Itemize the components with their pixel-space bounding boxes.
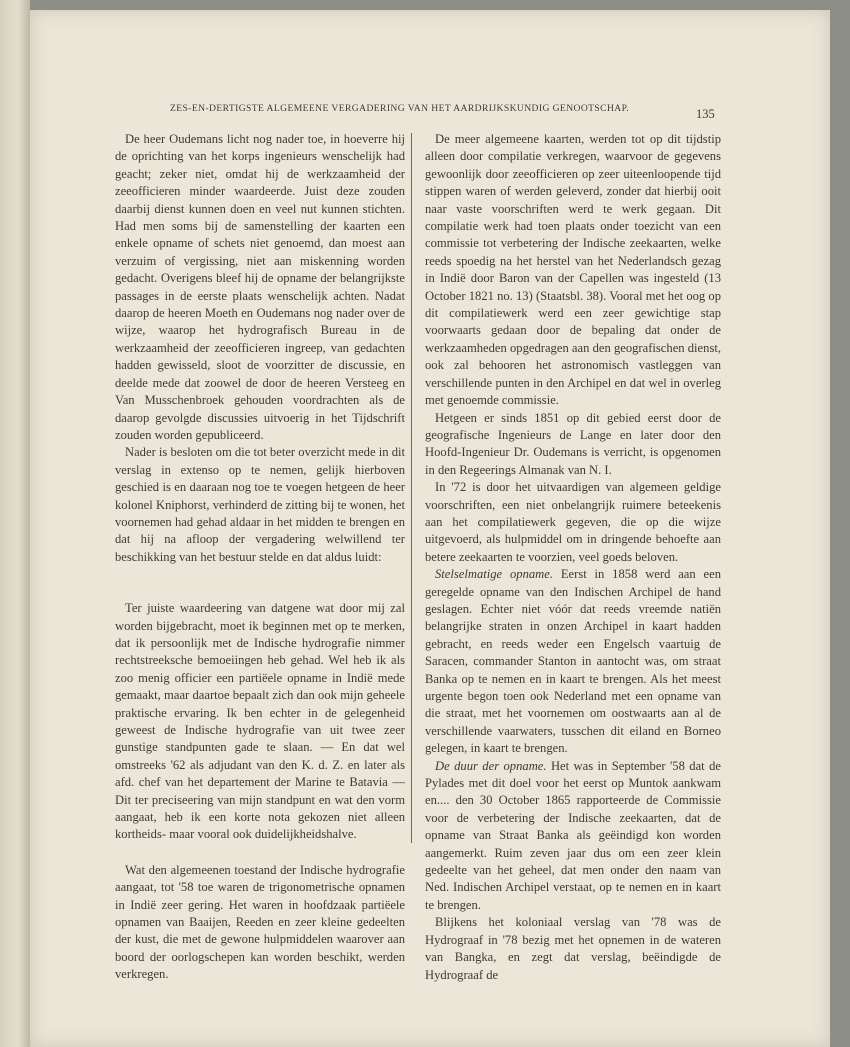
left-paragraph-2: Nader is besloten om die tot beter overzicht mede in dit verslag in extenso op te nemen, gelijk hierboven geschied is en daaraan nog toe te voegen hetgeen de heer kolonel Kniphorst, verhinderd de zitting bij te wonen, het voornemen had gehad aldaar in het midden te brengen en dat hij na afloop der vergadering welwillend ter beschikking van het bestuur stelde en dat aldus luidt: bbox=[115, 445, 405, 564]
left-paragraph-1: De heer Oudemans licht nog nader toe, in hoeverre hij de oprichting van het korps ingenieurs wenschelijk had geacht; zeker niet, omdat hij de werkzaamheid der zeeofficieren minder waardeerde. Juist deze zouden daarbij dienst kunnen doen en veel nut kunnen stichten. Had men soms bij de samenstelling der kaarten een enkele opname of schets niet genoemd, dan moest aan verzuim of vergissing, niet aan miskenning worden gedacht. Overigens bleef hij de opname der belangrijkste passages in de eerste plaats wenschelijk achten. Nadat daarop de heeren Moeth en Oudemans nog nader over de wijze, waarop het hydrografisch Bureau in de werkzaamheid der zeeofficieren ingreep, van gedachten hadden gewisseld, sloot de voorzitter de discussie, en deelde mede dat zoowel de door de heeren Versteeg en Van Musschenbroek gehouden voordrachten als de daarop gevolgde discussies uitvoerig in het Tijdschrift zouden worden gepubliceerd. bbox=[115, 132, 405, 442]
right-column bbox=[425, 131, 721, 984]
section-title-duur-der-opname: De duur der opname. bbox=[435, 758, 547, 773]
running-header: ZES-EN-DERTIGSTE ALGEMEENE VERGADERING VAN HET AARDRIJKSKUNDIG GENOOTSCHAP. bbox=[170, 103, 630, 114]
left-paragraph-4: Wat den algemeenen toestand der Indische hydrografie aangaat, tot '58 toe waren de trigonometrische opnamen in Indië zeer gering. Het waren in hoofdzaak partiëele opnamen van Baaijen, Reeden en zeer kleine gedeelten der kust, die met de gewone hulpmiddelen waarover aan boord der oorlogschepen kan worden beschikt, werden verkregen. bbox=[115, 862, 405, 982]
right-paragraph-1: De meer algemeene kaarten, werden tot op dit tijdstip alleen door compilatie verkregen, waarvoor de gegevens gewoonlijk door zeeofficieren op zeer uiteenloopende tijd stippen waren of werden geleverd, zonder dat hierbij ooit naar vaste voorschriften werd te werk gegaan. Dit compilatie werk had toen plaats onder toezicht van een commissie tot verbetering der Indische zeekaarten, welke reeds spoedig na het herstel van het Nederlandsch gezag in Indië door Baron van der Capellen was ingesteld (13 October 1821 no. 13) (Staatsbl. 38). Vooral met het oog op dit compilatiewerk werd een zeer gewichtige stap voorwaarts gedaan door de bepaling dat onder de werkzaamheden opgedragen aan den geografischen dienst, ook zal behooren het astronomisch vastleggen van verschillende punten in den Archipel en dat wel in overleg met genoemde commissie. bbox=[425, 132, 721, 408]
right-paragraph-5 bbox=[425, 758, 721, 915]
right-paragraph-6: Blijkens het koloniaal verslag van '78 was de Hydrograaf in '78 bezig met het opnemen in de wateren van Bangka, en zegt dat verslag, beëindigde de Hydrograaf de bbox=[425, 915, 721, 982]
right-paragraph-4-text: Eerst in 1858 werd aan een geregelde opname van den Indischen Archipel de hand geslagen. Echter niet vóór dat reeds vreemde natiën belangrijke straten in onzen Archipel in kaart hadden gebracht, en reeds weder een Engelsch vaartuig de Saracen, commander Stanton in aantocht was, om straat Banka op te nemen en in kaart te brengen. Als het meest urgente begon toen ook Nederland met een opname van die straat, met het voornemen om oostwaarts aan al de verschillende vaarwaters, tusschen dit eiland en Borneo gelegen, in kaart te brengen. bbox=[425, 567, 721, 756]
page-number: 135 bbox=[696, 107, 715, 121]
right-paragraph-5-text: Het was in September '58 dat de Pylades met dit doel voor het eerst op Muntok aankwam en.... den 30 October 1865 rapporteerde de Commissie voor de verbetering der Indische zeekaarten, dat de opname van Straat Banka als geëindigd kon worden aangemerkt. Ruim zeven jaar dus om een zeer klein gedeelte van het geheel, dat men onder den naam van Ned. Indischen Archipel verstaat, op te nemen en in kaart te brengen. bbox=[425, 758, 721, 912]
right-paragraph-3: In '72 is door het uitvaardigen van algemeen geldige voorschriften, een niet onbelangrijk ruimere beteekenis aan het compilatiewerk gegeven, die op die wijze uitgevoerd, als hulpmiddel om in dringende behoefte aan betere zeekaarten te voorzien, veel goeds beloven. bbox=[425, 480, 721, 564]
section-title-stelselmatige-opname: Stelselmatige opname. bbox=[435, 567, 554, 582]
left-paragraph-3: Ter juiste waardeering van datgene wat door mij zal worden bijgebracht, moet ik beginnen met op te merken, dat ik persoonlijk met de Indische hydrografie nimmer rechtstreeksche bemoeiingen heb gehad. Wel heb ik als zoo menig officier een partiëele opname in Indië mede gemaakt, maar daartoe bepaalt zich dan ook mijn geheele praktische ervaring. Ik ben echter in de gelegenheid geweest de Indische hydrografie van uit twee zeer gunstige standpunten gade te slaan. — En dat wel omstreeks '62 als adjudant van den K. d. Z. en later als afd. chef van het departement der Marine te Batavia — Dit ter preciseering van mijn standpunt en wat den vorm aangaat, heb ik een korte nota gekozen niet alleen kortheids- maar vooral ook duidelijkheidshalve. bbox=[115, 601, 405, 842]
right-paragraph-2: Hetgeen er sinds 1851 op dit gebied eerst door de geografische Ingenieurs de Lange en later door den Hoofd-Ingenieur Dr. Oudemans is verricht, is opgenomen in den Regeerings Almanak van N. I. bbox=[425, 410, 721, 477]
binding-edge bbox=[0, 0, 30, 1047]
left-column bbox=[115, 131, 405, 984]
right-paragraph-4 bbox=[425, 566, 721, 757]
column-divider bbox=[411, 133, 412, 843]
